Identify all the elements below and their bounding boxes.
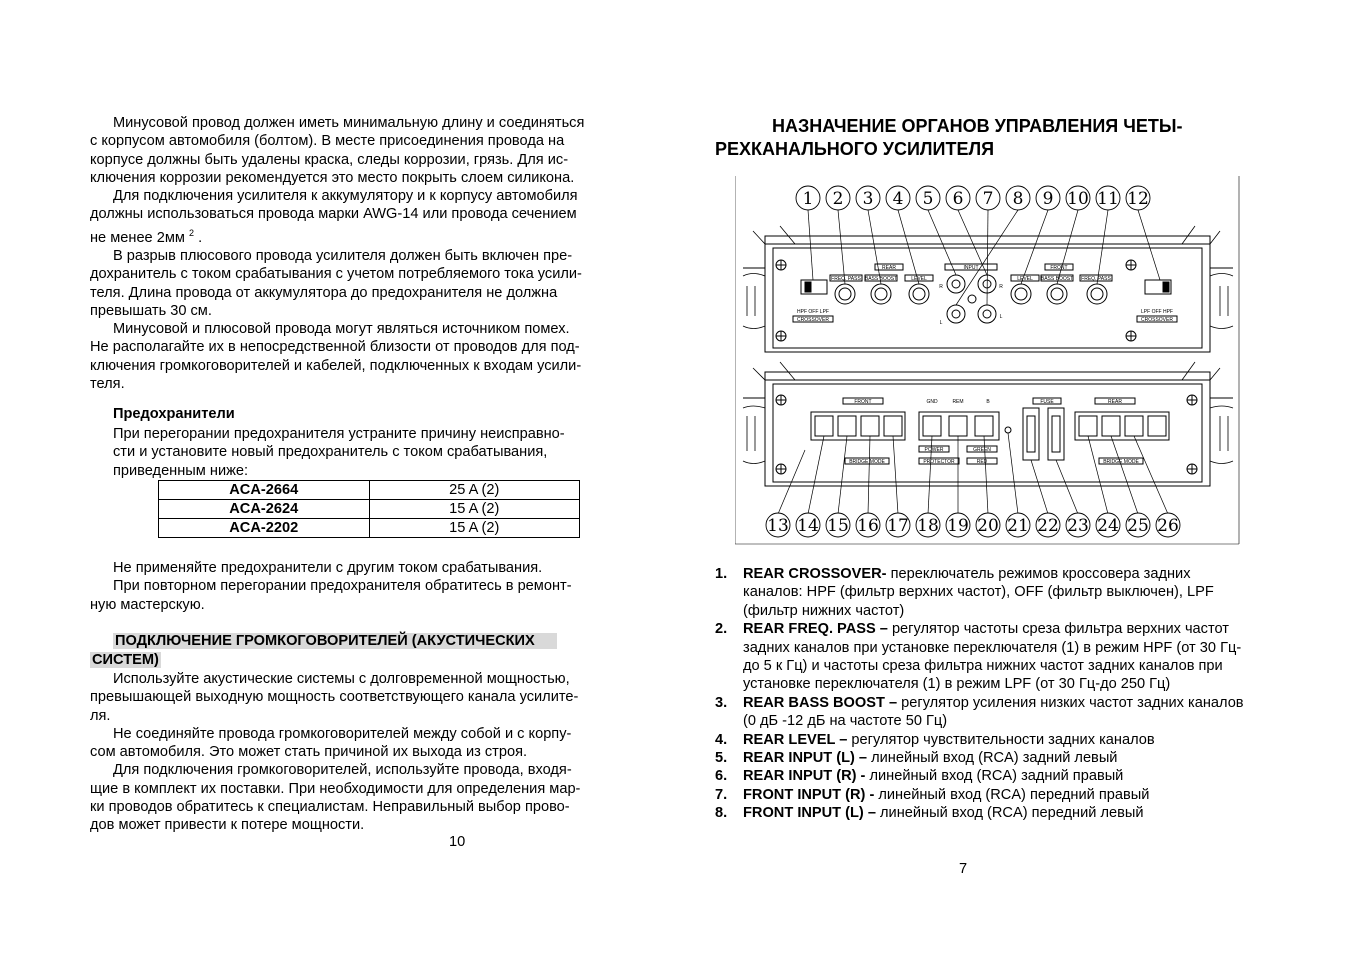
legend-description: регулятор частоты среза фильтра верхних частот задних каналов при установке переключателя (1) в режим HPF (от 30 Гц-до 5 к Гц) и частоты среза фильтра нижних частот задних каналов при установке переключателя (1) в режим LPF (от 30 Гц-до 250 Гц)	[743, 621, 1242, 693]
callout-22	[1036, 513, 1060, 537]
callout-8	[1006, 186, 1030, 210]
table-row	[159, 519, 580, 538]
label-rear: REAR	[882, 265, 896, 271]
label-bass-boost-rear: BASS BOOST	[864, 276, 898, 282]
label-input: INPUT	[963, 265, 979, 271]
callout-10	[1066, 186, 1090, 210]
list-item	[715, 749, 1250, 767]
legend-description: линейный вход (RCA) задний правый	[865, 768, 1124, 785]
legend-description: регулятор усиления низких частот задних каналов (0 дБ -12 дБ на частоте 50 Гц)	[743, 694, 1244, 730]
label-front: FRONT	[1050, 265, 1068, 271]
page-number-left: 10	[449, 834, 466, 850]
callout-19	[946, 513, 970, 537]
callout-3	[856, 186, 880, 210]
label-l-left: L	[939, 320, 943, 326]
amplifier-diagram	[735, 176, 1240, 546]
svg-text:25: 25	[1127, 516, 1149, 536]
svg-text:5: 5	[922, 189, 934, 209]
svg-text:16: 16	[857, 516, 879, 536]
callout-24	[1096, 513, 1120, 537]
svg-text:24: 24	[1097, 516, 1119, 536]
svg-text:1: 1	[802, 189, 814, 209]
fuse-warning-text: Не применяйте предохранители с другим током срабатывания. При повторном перегорании предохранителя обратитесь в ремонт- ную мастерскую.	[90, 560, 572, 613]
legend-number: 7.	[715, 786, 728, 803]
fuse-table	[158, 480, 580, 538]
top-callouts	[796, 186, 1150, 210]
legend-number: 8.	[715, 805, 728, 822]
callout-1	[796, 186, 820, 210]
fuse-model: ACA-2624	[159, 500, 370, 519]
svg-text:20: 20	[977, 516, 999, 536]
callout-4	[886, 186, 910, 210]
legend-number: 2.	[715, 621, 728, 638]
svg-text:10: 10	[1067, 189, 1089, 209]
label-r-left: R	[939, 284, 943, 290]
legend-number: 5.	[715, 750, 728, 767]
label-bass-boost-front: BASS BOOST	[1040, 276, 1074, 282]
speakers-text: Используйте акустические системы с долговременной мощностью, превышающей выходную мощность соответствующего канала усилите- ля. Не соединяйте провода громкоговорителей между собой и с корпу- сом автомобиля. Это может стать причиной их выхода из строя. Для подключения громкоговорителей, используйте провода, входя- щие в комплект их поставки. При необходимости для определения мар- ки проводов обратитесь к специалистам. Неправильный выбор прово- дов может привести к потере мощности.	[90, 671, 581, 834]
legend-number: 4.	[715, 731, 728, 748]
svg-text:3: 3	[862, 189, 874, 209]
label-bridge-mode-rear: BRIDGE MODE	[1103, 459, 1139, 465]
label-red: RED	[976, 459, 988, 465]
svg-text:4: 4	[892, 189, 904, 209]
label-crossover-rear: CROSSOVER	[797, 317, 829, 323]
label-rem: REM	[952, 399, 964, 405]
callout-12	[1126, 186, 1150, 210]
label-level-front: LEVEL	[1017, 276, 1033, 282]
callout-5	[916, 186, 940, 210]
fuse-model: ACA-2202	[159, 519, 370, 538]
list-item	[715, 565, 1250, 620]
legend-term: REAR INPUT (L) –	[743, 750, 868, 767]
fuse-heading: Предохранители	[113, 406, 235, 422]
callout-16	[856, 513, 880, 537]
page-number-right: 7	[959, 861, 968, 877]
legend-term: REAR INPUT (R) -	[743, 768, 866, 785]
list-item	[715, 804, 1250, 822]
label-rear-terminals: REAR	[1108, 399, 1122, 405]
svg-text:17: 17	[887, 516, 909, 536]
svg-text:18: 18	[917, 516, 939, 536]
legend-term: REAR FREQ. PASS –	[743, 621, 888, 638]
controls-legend	[715, 565, 1250, 823]
label-level-rear: LEVEL	[911, 276, 927, 282]
legend-description: линейный вход (RCA) передний правый	[874, 786, 1150, 803]
callout-23	[1066, 513, 1090, 537]
svg-text:12: 12	[1127, 189, 1149, 209]
label-l-right: L	[999, 314, 1003, 320]
label-front-terminals: FRONT	[854, 399, 872, 405]
callout-13	[766, 513, 790, 537]
svg-text:23: 23	[1067, 516, 1089, 536]
label-green: GREEN	[973, 447, 991, 453]
list-item	[715, 694, 1250, 731]
legend-description: переключатель режимов кроссовера задних каналов: HPF (фильтр верхних частот), OFF (фильтр выключен), LPF (фильтр нижних частот)	[743, 566, 1214, 619]
svg-text:14: 14	[797, 516, 819, 536]
speakers-heading: ПОДКЛЮЧЕНИЕ ГРОМКОГОВОРИТЕЛЕЙ (АКУСТИЧЕСКИХ СИСТЕМ)	[90, 632, 598, 669]
label-crossover-front: CROSSOVER	[1141, 317, 1173, 323]
table-row	[159, 500, 580, 519]
svg-text:21: 21	[1007, 516, 1029, 536]
legend-term: FRONT INPUT (R) -	[743, 786, 875, 803]
legend-number: 3.	[715, 694, 728, 711]
callout-21	[1006, 513, 1030, 537]
label-freq-pass-rear: FREQ. PASS	[831, 276, 861, 282]
callout-9	[1036, 186, 1060, 210]
callout-11	[1096, 186, 1120, 210]
fuse-value: 15 A (2)	[369, 500, 580, 519]
label-gnd: GND	[926, 399, 938, 405]
callout-25	[1126, 513, 1150, 537]
callout-15	[826, 513, 850, 537]
svg-text:8: 8	[1012, 189, 1024, 209]
fuse-text: При перегорании предохранителя устраните причину неисправно- сти и установите новый предохранитель с током срабатывания, приведенным ниже:	[113, 426, 565, 479]
label-r-right: R	[999, 284, 1003, 290]
fuse-value: 15 A (2)	[369, 519, 580, 538]
svg-text:2: 2	[832, 189, 844, 209]
callout-17	[886, 513, 910, 537]
legend-number: 6.	[715, 768, 728, 785]
intro-text: Минусовой провод должен иметь минимальную длину и соединяться с корпусом автомобиля (болтом). В месте присоединения провода на корпусе должны быть удалены краска, следы коррозии, грязь. Для ис- ключения коррозии рекомендуется это место покрыть слоем силикона. Для подключения усилителя к аккумулятору и к корпусу автомобиля должны использоваться провода марки AWG-14 или провода сечением не менее 2мм $^2$ . В разрыв плюсового провода усилителя должен быть включен пре- дохранитель с током срабатывания с учетом потребляемого тока усили- теля. Длина провода от аккумулятора до предохранителя не должна превышать 30 см. Минусовой и плюсовой провода могут являться источником помех. Не располагайте их в непосредственной близости от проводов для под- ключения громкоговорителей и кабелей, подключенных к входам усили- теля.	[90, 115, 585, 393]
page-title: НАЗНАЧЕНИЕ ОРГАНОВ УПРАВЛЕНИЯ ЧЕТЫ- РЕХКАНАЛЬНОГО УСИЛИТЕЛЯ	[715, 116, 1183, 159]
fuse-value: 25 A (2)	[369, 481, 580, 500]
svg-text:9: 9	[1042, 189, 1054, 209]
table-row	[159, 481, 580, 500]
callout-18	[916, 513, 940, 537]
legend-number: 1.	[715, 566, 728, 582]
svg-text:7: 7	[982, 189, 994, 209]
legend-description: линейный вход (RCA) передний левый	[875, 805, 1144, 822]
svg-text:15: 15	[827, 516, 849, 536]
fuse-model: ACA-2664	[159, 481, 370, 500]
callout-26	[1156, 513, 1180, 537]
label-hpf-off-lpf: HPF OFF LPF	[797, 309, 829, 315]
svg-text:26: 26	[1157, 516, 1179, 536]
label-protector: PROTECTOR	[923, 459, 955, 465]
svg-text:11: 11	[1097, 189, 1119, 209]
label-freq-pass-front: FREQ. PASS	[1081, 276, 1111, 282]
callout-2	[826, 186, 850, 210]
svg-text:6: 6	[952, 189, 964, 209]
list-item	[715, 767, 1250, 785]
legend-description: линейный вход (RCA) задний левый	[867, 750, 1118, 767]
callout-7	[976, 186, 1000, 210]
label-power: POWER	[924, 447, 944, 453]
legend-term: REAR BASS BOOST –	[743, 694, 898, 711]
svg-text:13: 13	[767, 516, 789, 536]
list-item	[715, 786, 1250, 804]
callout-6	[946, 186, 970, 210]
bottom-callouts	[766, 513, 1180, 537]
legend-term: REAR LEVEL –	[743, 731, 848, 748]
list-item	[715, 731, 1250, 749]
legend-term: REAR CROSSOVER-	[743, 566, 887, 582]
legend-term: FRONT INPUT (L) –	[743, 805, 876, 822]
label-lpf-off-hpf: LPF OFF HPF	[1141, 309, 1173, 315]
list-item	[715, 620, 1250, 694]
callout-20	[976, 513, 1000, 537]
svg-text:22: 22	[1037, 516, 1059, 536]
legend-description: регулятор чувствительности задних каналов	[847, 731, 1155, 748]
label-bridge-mode-front: BRIDGE MODE	[849, 459, 885, 465]
label-fuse: FUSE	[1040, 399, 1054, 405]
svg-text:19: 19	[947, 516, 969, 536]
label-b: B	[986, 399, 990, 405]
callout-14	[796, 513, 820, 537]
